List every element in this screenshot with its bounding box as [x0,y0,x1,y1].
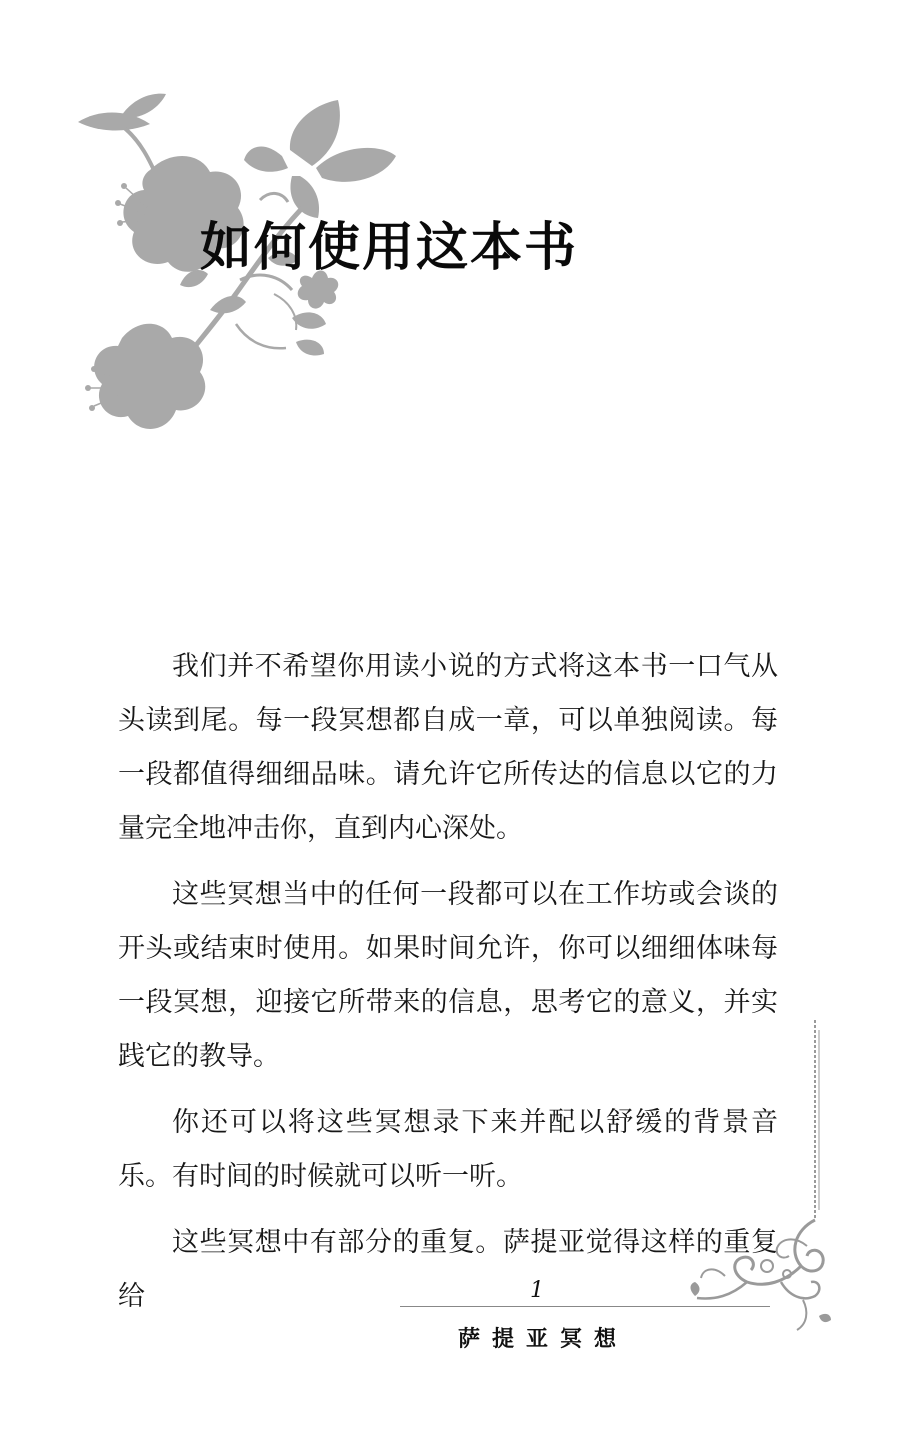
swirl-shape [777,1239,807,1257]
chapter-title: 如何使用这本书 [200,218,579,278]
leaf-shape [691,1282,700,1296]
leaf-shape [296,340,324,356]
page-number: 1 [530,1278,544,1303]
running-book-title: 萨提亚冥想 [458,1327,629,1352]
butterfly-wing [244,146,288,171]
footer-rule [400,1306,770,1307]
swirl-shape [735,1257,801,1284]
vine-shape [274,294,296,330]
paragraph: 你还可以将这些冥想录下来并配以舒缓的背景音乐。有时间的时候就可以听一听。 [118,1107,778,1192]
paragraph: 这些冥想当中的任何一段都可以在工作坊或会谈的开头或结束时使用。如果时间允许，你可以细细体味每一段冥想，迎接它所带来的信息，思考它的意义，并实践它的教导。 [118,879,778,1072]
body-text [118,640,778,1336]
vine-shape [236,324,286,348]
vine-shape [260,193,288,202]
swirl-shape [781,1282,819,1299]
swirl-shape [701,1269,725,1278]
butterfly-wing [290,100,340,166]
paragraph: 这些冥想中有部分的重复。萨提亚觉得这样的重复给 [118,1227,778,1312]
swirl-shape [795,1220,823,1271]
swirl-shape [797,1300,806,1330]
leaf-shape [819,1314,831,1322]
paragraph: 我们并不希望你用读小说的方式将这本书一口气从头读到尾。每一段冥想都自成一章，可以单独阅读。每一段都值得细细品味。请允许它所传达的信息以它的力量完全地冲击你，直到内心深处。 [118,651,778,844]
leaf-shape [120,94,166,119]
leaf-shape [210,296,246,313]
swirl-shape [697,1282,747,1298]
corner-ornament [685,1020,835,1350]
butterfly-wing [316,148,396,182]
